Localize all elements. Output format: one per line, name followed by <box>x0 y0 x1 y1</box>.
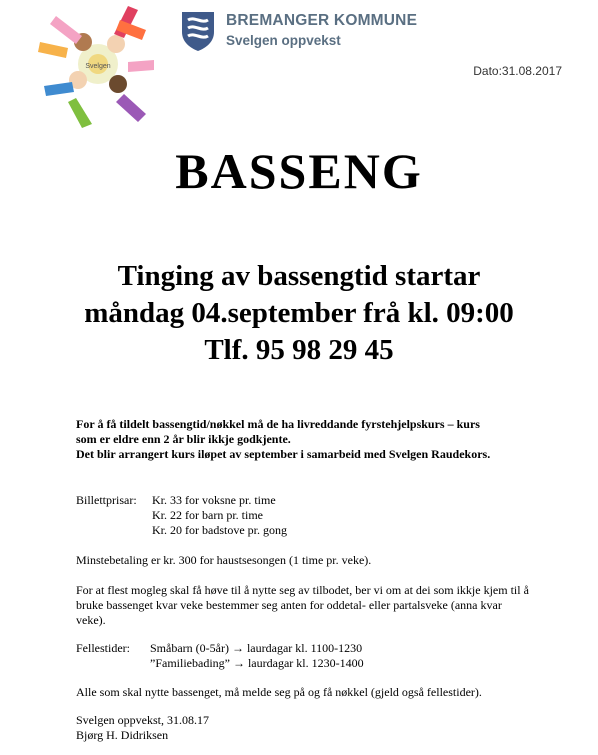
fairness-paragraph <box>76 583 576 628</box>
municipality-crest-icon <box>180 10 216 52</box>
notice-line-2: som er eldre enn 2 år blir ikkje godkjente. <box>76 432 291 446</box>
notice-block <box>76 417 576 462</box>
headline-phone: Tlf. 95 98 29 45 <box>204 334 394 366</box>
minimum-payment: Minstebetaling er kr. 300 for haustsesongen (1 time pr. veke). <box>76 553 372 567</box>
price-item-sauna: Kr. 20 for badstove pr. gong <box>152 523 287 537</box>
org-subtitle: Svelgen oppvekst <box>226 33 341 48</box>
prices-label: Billettprisar: <box>76 493 137 507</box>
common-time-toddlers: Småbarn (0-5år) → laurdagar kl. 1100-1230 <box>150 641 363 655</box>
notice-line-3: Det blir arrangert kurs iløpet av september i samarbeid med Svelgen Raudekors. <box>76 447 491 461</box>
org-name: BREMANGER KOMMUNE <box>226 12 418 29</box>
common-time-family: ”Familiebading” → laurdagar kl. 1230-1400 <box>150 656 364 670</box>
children-circle-logo <box>28 2 168 130</box>
headline <box>0 258 598 369</box>
registration-note: Alle som skal nytte bassenget, må melde seg på og få nøkkel (gjeld også fellestider). <box>76 685 482 699</box>
signature-place-date: Svelgen oppvekst, 31.08.17 <box>76 713 209 727</box>
notice-line-1: For å få tildelt bassengtid/nøkkel må de ha livreddande fyrstehjelpskurs – kurs <box>76 417 480 431</box>
fairness-line-2: bruke bassenget kvar veke bestemmer seg anten for oddetal- eller partalsveke (anna kvar <box>76 598 502 612</box>
page-title: BASSENG <box>175 143 423 199</box>
logo-label: Svelgen <box>85 63 111 70</box>
common-times-label: Fellestider: <box>76 641 130 655</box>
fairness-line-3: veke). <box>76 613 106 627</box>
price-item-adults: Kr. 33 for voksne pr. time <box>152 493 276 507</box>
signature-name: Bjørg H. Didriksen <box>76 728 169 742</box>
document-date: Dato:31.08.2017 <box>473 64 562 78</box>
fairness-line-1: For at flest mogleg skal få høve til å nytte seg av tilbodet, ber vi om at dei som ikkje kjem til å <box>76 583 529 597</box>
headline-line-1: Tinging av bassengtid startar <box>117 260 481 292</box>
price-item-children: Kr. 22 for barn pr. time <box>152 508 263 522</box>
headline-line-2: måndag 04.september frå kl. 09:00 <box>84 297 514 329</box>
signature-block <box>76 713 576 743</box>
